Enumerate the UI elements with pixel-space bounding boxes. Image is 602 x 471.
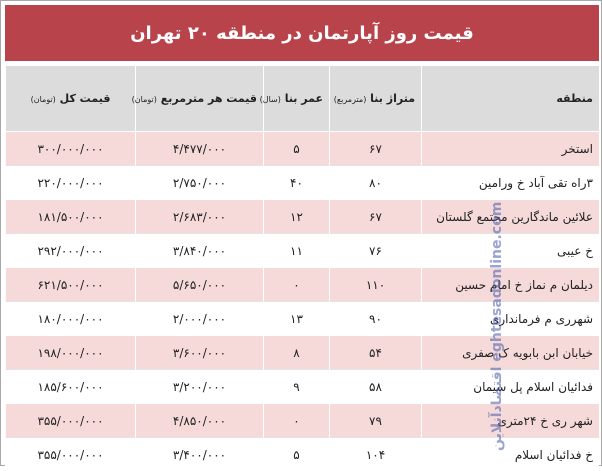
table-row xyxy=(5,233,599,267)
table-header-row xyxy=(5,65,599,131)
price-table xyxy=(5,65,599,471)
header-age-unit: (سال) xyxy=(259,95,281,104)
cell-area: ۶۷ xyxy=(329,199,421,233)
cell-area: ۹۰ xyxy=(329,301,421,335)
header-region-label: منطقه xyxy=(556,92,593,105)
cell-region: خ فدائیان اسلام xyxy=(421,437,599,471)
header-region xyxy=(421,65,599,131)
cell-region: شهر ری خ ۲۴متری xyxy=(421,403,599,437)
cell-total: ۱۸۱/۵۰۰/۰۰۰ xyxy=(5,199,135,233)
cell-area: ۷۹ xyxy=(329,403,421,437)
cell-price-per-m: ۳/۸۴۰/۰۰۰ xyxy=(135,233,263,267)
header-age xyxy=(259,65,329,131)
cell-region: استخر xyxy=(421,131,599,165)
cell-area: ۷۶ xyxy=(329,233,421,267)
table-row xyxy=(5,131,599,165)
table-row xyxy=(5,301,599,335)
table-row xyxy=(5,403,599,437)
header-area xyxy=(329,65,421,131)
cell-region: دیلمان م نماز خ امام حسین xyxy=(421,267,599,301)
table-row xyxy=(5,335,599,369)
cell-region: خ عیبی xyxy=(421,233,599,267)
header-price-per-m-label: قیمت هر مترمربع xyxy=(160,92,257,105)
cell-total: ۳۵۵/۰۰۰/۰۰۰ xyxy=(5,437,135,471)
cell-age: ۱۳ xyxy=(263,301,329,335)
header-price-per-m-unit: (تومان) xyxy=(131,95,157,104)
cell-total: ۳۵۵/۰۰۰/۰۰۰ xyxy=(5,403,135,437)
cell-price-per-m: ۲/۰۰۰/۰۰۰ xyxy=(135,301,263,335)
header-age-label: عمر بنا xyxy=(284,92,323,105)
cell-area: ۵۴ xyxy=(329,335,421,369)
cell-region: شهرری م فرمانداری xyxy=(421,301,599,335)
cell-region: فدائیان اسلام پل سیمان xyxy=(421,369,599,403)
cell-total: ۱۹۸/۰۰۰/۰۰۰ xyxy=(5,335,135,369)
cell-age: ۹ xyxy=(263,369,329,403)
cell-total: ۱۸۰/۰۰۰/۰۰۰ xyxy=(5,301,135,335)
header-price-per-m xyxy=(131,65,263,131)
cell-age: ۴۰ xyxy=(263,165,329,199)
cell-price-per-m: ۳/۶۰۰/۰۰۰ xyxy=(135,335,263,369)
watermark: اقتصادآنلاین eghtesadonline.com xyxy=(489,201,505,451)
title-bar xyxy=(5,5,599,61)
cell-age: ۰ xyxy=(263,267,329,301)
header-total-label: قیمت کل xyxy=(59,92,111,105)
cell-region: علائین ماندگارین مجتمع گلستان xyxy=(421,199,599,233)
cell-region: خیابان ابن بابویه ک صفری xyxy=(421,335,599,369)
cell-area: ۵۸ xyxy=(329,369,421,403)
cell-age: ۸ xyxy=(263,335,329,369)
table-row xyxy=(5,165,599,199)
cell-price-per-m: ۲/۶۸۳/۰۰۰ xyxy=(135,199,263,233)
cell-area: ۱۰۴ xyxy=(329,437,421,471)
cell-price-per-m: ۲/۷۵۰/۰۰۰ xyxy=(135,165,263,199)
cell-total: ۲۲۰/۰۰۰/۰۰۰ xyxy=(5,165,135,199)
table-row xyxy=(5,199,599,233)
cell-price-per-m: ۳/۲۰۰/۰۰۰ xyxy=(135,369,263,403)
cell-area: ۶۷ xyxy=(329,131,421,165)
header-area-unit: (مترمربع) xyxy=(333,95,367,104)
table-row xyxy=(5,267,599,301)
cell-age: ۱۱ xyxy=(263,233,329,267)
cell-price-per-m: ۵/۶۵۰/۰۰۰ xyxy=(135,267,263,301)
cell-age: ۱۲ xyxy=(263,199,329,233)
header-area-label: متراژ بنا xyxy=(370,92,415,105)
cell-age: ۰ xyxy=(263,403,329,437)
header-total-unit: (تومان) xyxy=(30,95,56,104)
page-title: قیمت روز آپارتمان در منطقه ۲۰ تهران xyxy=(130,22,474,44)
table-row xyxy=(5,369,599,403)
cell-total: ۳۰۰/۰۰۰/۰۰۰ xyxy=(5,131,135,165)
cell-total: ۲۹۲/۰۰۰/۰۰۰ xyxy=(5,233,135,267)
cell-region: ۳راه تقی آباد خ ورامین xyxy=(421,165,599,199)
cell-age: ۵ xyxy=(263,437,329,471)
cell-price-per-m: ۳/۴۰۰/۰۰۰ xyxy=(135,437,263,471)
cell-age: ۵ xyxy=(263,131,329,165)
cell-total: ۱۸۵/۶۰۰/۰۰۰ xyxy=(5,369,135,403)
table-row xyxy=(5,437,599,471)
cell-price-per-m: ۴/۸۵۰/۰۰۰ xyxy=(135,403,263,437)
cell-total: ۶۲۱/۵۰۰/۰۰۰ xyxy=(5,267,135,301)
cell-price-per-m: ۴/۴۷۷/۰۰۰ xyxy=(135,131,263,165)
cell-area: ۸۰ xyxy=(329,165,421,199)
cell-area: ۱۱۰ xyxy=(329,267,421,301)
header-total xyxy=(5,65,135,131)
